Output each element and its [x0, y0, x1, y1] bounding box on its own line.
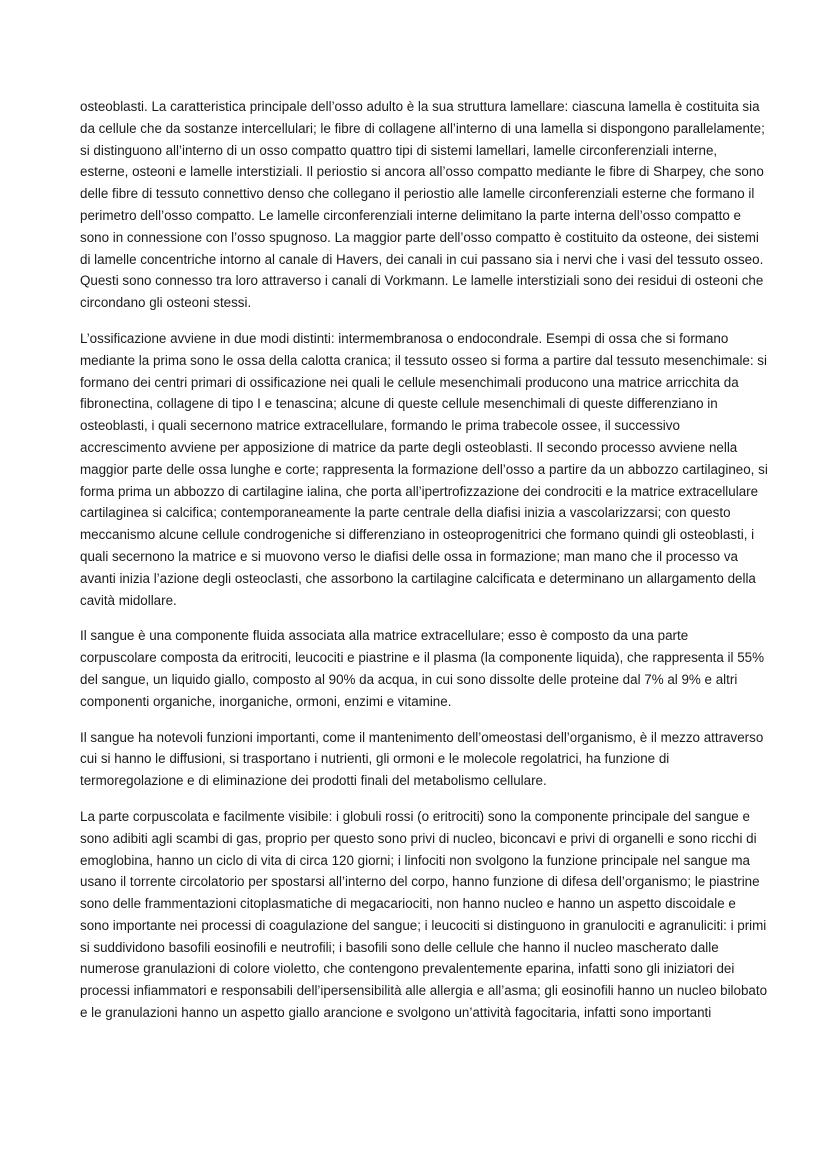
paragraph-blood-composition: Il sangue è una componente fluida associata alla matrice extracellulare; esso è composto da una parte corpuscolare composta da eritrociti, leucociti e piastrine e il plasma (la componente liquida), che rappresenta il 55% del sangue, un liquido giallo, composto al 90% da acqua, in cui sono dissolte delle proteine dal 7% al 9% e altri componenti organiche, inorganiche, ormoni, enzimi e vitamine.: [80, 628, 765, 709]
paragraph-compact-bone: osteoblasti. La caratteristica principale dell’osso adulto è la sua struttura lamellare: ciascuna lamella è costituita sia da cellule che da sostanze intercellulari; le fibre di collagene all’interno di una lamella si dispongono parallelamente; si distinguono all’interno di un osso compatto quattro tipi di sistemi lamellari, lamelle circonferenziali interne, esterne, osteoni e lamelle interstiziali. Il periostio si ancora all’osso compatto mediante le fibre di Sharpey, che sono delle fibre di tessuto connettivo denso che collegano il periostio alle lamelle circonferenziali esterne che formano il perimetro dell’osso compatto. Le lamelle circonferenziali interne delimitano la parte interna dell’osso compatto e sono in connessione con l’osso spugnoso. La maggior parte dell’osso compatto è costituito da osteone, dei sistemi di lamelle concentriche intorno al canale di Havers, dei canali in cui passano sia i nervi che i vasi del tessuto osseo. Questi sono connesso tra loro attraverso i canali di Vorkmann. Le lamelle interstiziali sono dei residui di osteoni che circondano gli osteoni stessi.: [80, 99, 765, 311]
paragraph-blood-cells: La parte corpuscolata e facilmente visibile: i globuli rossi (o eritrociti) sono la componente principale del sangue e sono adibiti agli scambi di gas, proprio per questo sono privi di nucleo, biconcavi e privi di organelli e sono ricchi di emoglobina, hanno un ciclo di vita di circa 120 giorni; i linfociti non svolgono la funzione principale nel sangue ma usano il torrente circolatorio per spostarsi all’interno del corpo, hanno funzione di difesa dell’organismo; le piastrine sono delle frammentazioni citoplasmatiche di megacariociti, non hanno nucleo e hanno un aspetto discoidale e sono importante nei processi di coagulazione del sangue; i leucociti si distinguono in granulociti e agranuliciti: i primi si suddividono basofili eosinofili e neutrofili; i basofili sono delle cellule che hanno il nucleo mascherato dalle numerose granulazioni di colore violetto, che contengono prevalentemente eparina, infatti sono gli iniziatori dei processi infiammatori e responsabili dell’ipersensibilità alle allergia e all’asma; gli eosinofili hanno un nucleo bilobato e le granulazioni hanno un aspetto giallo arancione e svolgono un’attività fagocitaria, infatti sono importanti: [80, 808, 768, 1021]
paragraph-ossification: L’ossificazione avviene in due modi distinti: intermembranosa o endocondrale. Esempi di ossa che si formano mediante la prima sono le ossa della calotta cranica; il tessuto osseo si forma a partire dal tessuto mesenchimale: si formano dei centri primari di ossificazione nei quali le cellule mesenchimali producono una matrice arricchita da fibronectina, collagene di tipo I e tenascina; alcune di queste cellule mesenchimali di queste differenziano in osteoblasti, i quali secernono matrice extracellulare, formando le prima trabecole ossee, il successivo accrescimento avviene per apposizione di matrice da parte degli osteoblasti. Il secondo processo avviene nella maggior parte delle ossa lunghe e corte; rappresenta la formazione dell’osso a partire da un abbozzo cartilagineo, si forma prima un abbozzo di cartilagine ialina, che porta all’ipertrofizzazione dei condrociti e la matrice extracellulare cartilaginea si calcifica; contemporaneamente la parte centrale della diafisi inizia a vascolarizzarsi; con questo meccanismo alcune cellule condrogeniche si differenziano in osteoprogenitrici che formano quindi gli osteoblasti, i quali secernono la matrice e si muovono verso le diafisi delle ossa in formazione; man mano che il processo va avanti inizia l’azione degli osteoclasti, che assorbono la cartilagine calcificata e determinano un allargamento della cavità midollare.: [80, 330, 768, 608]
paragraph-blood-functions: Il sangue ha notevoli funzioni importanti, come il mantenimento dell’omeostasi dell’organismo, è il mezzo attraverso cui si hanno le diffusioni, si trasportano i nutrienti, gli ormoni e le molecole regolatrici, ha funzione di termoregolazione e di eliminazione dei prodotti finali del metabolismo cellulare.: [80, 729, 764, 789]
